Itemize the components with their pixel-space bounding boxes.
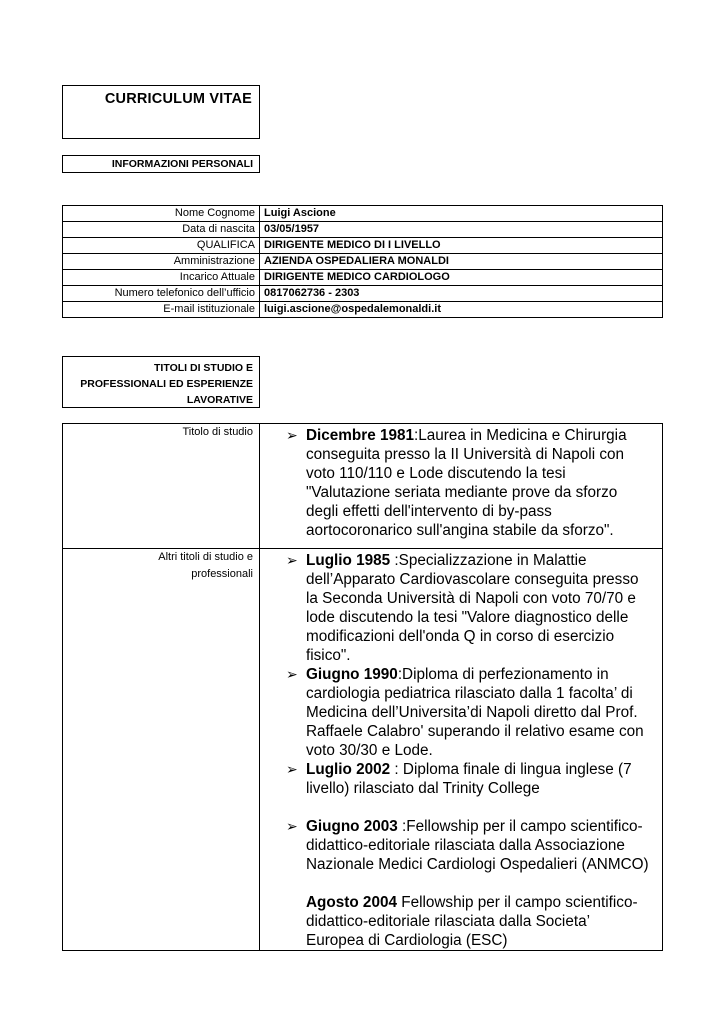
info-value: 0817062736 - 2303 bbox=[260, 286, 663, 302]
info-value: Luigi Ascione bbox=[260, 206, 663, 222]
study-entry bbox=[286, 760, 650, 798]
study-entry bbox=[286, 817, 650, 874]
spacer bbox=[286, 874, 650, 893]
personal-info-header-box bbox=[62, 155, 260, 173]
arrowhead-bullet-icon: ➢ bbox=[286, 818, 298, 834]
personal-info-table bbox=[62, 205, 663, 318]
study-entry bbox=[286, 551, 650, 665]
entry-date: Dicembre 1981 bbox=[306, 427, 414, 444]
entry-text: : Diploma finale di lingua inglese (7 livello) rilasciato dal Trinity College bbox=[306, 761, 632, 797]
info-label: Amministrazione bbox=[63, 254, 260, 270]
info-label: Data di nascita bbox=[63, 222, 260, 238]
info-value: AZIENDA OSPEDALIERA MONALDI bbox=[260, 254, 663, 270]
info-row-incarico bbox=[63, 270, 663, 286]
cv-title: CURRICULUM VITAE bbox=[104, 91, 252, 107]
study-entry-no-bullet bbox=[286, 893, 650, 950]
arrowhead-bullet-icon: ➢ bbox=[286, 427, 298, 443]
studies-table bbox=[62, 423, 663, 951]
info-value: DIRIGENTE MEDICO DI I LIVELLO bbox=[260, 238, 663, 254]
entry-text: :Diploma di perfezionamento in cardiologia pediatrica rilasciato dalla 1 facolta’ di Medicina dell’Universita’di Napoli diretto dal Prof. Raffaele Calabro' superando il relativo esame con voto 30/30 e Lode. bbox=[306, 666, 644, 759]
info-label: Nome Cognome bbox=[63, 206, 260, 222]
arrowhead-bullet-icon: ➢ bbox=[286, 666, 298, 682]
altri-label bbox=[63, 549, 260, 951]
info-label: Numero telefonico dell’ufficio bbox=[63, 286, 260, 302]
titolo-label: Titolo di studio bbox=[63, 424, 260, 549]
studies-row-altri bbox=[63, 549, 663, 951]
altri-label-line: professionali bbox=[191, 568, 253, 580]
info-row-phone bbox=[63, 286, 663, 302]
info-row-birthdate bbox=[63, 222, 663, 238]
studies-header-line: TITOLI DI STUDIO E bbox=[154, 362, 253, 374]
entry-text: Fellowship per il campo scientifico-didattico-editoriale rilasciata dalla Societa’ Europea di Cardiologia (ESC) bbox=[306, 894, 638, 949]
entry-date: Luglio 1985 bbox=[306, 552, 391, 569]
info-label: Incarico Attuale bbox=[63, 270, 260, 286]
altri-content bbox=[260, 549, 663, 951]
info-value: 03/05/1957 bbox=[260, 222, 663, 238]
info-row-amministrazione bbox=[63, 254, 663, 270]
studies-header-box bbox=[62, 356, 260, 408]
entry-date: Agosto 2004 bbox=[306, 894, 397, 911]
studies-row-titolo bbox=[63, 424, 663, 549]
altri-label-line: Altri titoli di studio e bbox=[158, 551, 253, 563]
study-entry bbox=[286, 665, 650, 760]
spacer bbox=[286, 798, 650, 817]
entry-date: Luglio 2002 bbox=[306, 761, 391, 778]
personal-info-header: INFORMAZIONI PERSONALI bbox=[111, 158, 253, 170]
studies-header bbox=[80, 360, 253, 408]
info-value: DIRIGENTE MEDICO CARDIOLOGO bbox=[260, 270, 663, 286]
entry-text: :Laurea in Medicina e Chirurgia conseguita presso la II Università di Napoli con voto 110/110 e Lode discutendo la tesi "Valutazione seriata mediante prove da sforzo degli effetti dell'intervento di by-pass aortocoronarico sull'angina stabile da sforzo". bbox=[306, 427, 627, 539]
info-label: QUALIFICA bbox=[63, 238, 260, 254]
entry-date: Giugno 1990 bbox=[306, 666, 398, 683]
info-row-qualifica bbox=[63, 238, 663, 254]
info-label: E-mail istituzionale bbox=[63, 302, 260, 318]
info-row-name bbox=[63, 206, 663, 222]
arrowhead-bullet-icon: ➢ bbox=[286, 761, 298, 777]
info-row-email bbox=[63, 302, 663, 318]
arrowhead-bullet-icon: ➢ bbox=[286, 552, 298, 568]
cv-title-box bbox=[62, 85, 260, 139]
titolo-content bbox=[260, 424, 663, 549]
entry-date: Giugno 2003 bbox=[306, 818, 398, 835]
studies-header-line: PROFESSIONALI ED ESPERIENZE bbox=[80, 378, 253, 390]
studies-header-line: LAVORATIVE bbox=[186, 394, 253, 406]
study-entry bbox=[286, 426, 650, 540]
entry-text: :Specializzazione in Malattie dell’Apparato Cardiovascolare conseguita presso la Seconda Università di Napoli con voto 70/70 e lode discutendo la tesi "Valore diagnostico delle modificazioni dell'onda Q in corso di esercizio fisico". bbox=[306, 552, 639, 664]
entry-text: :Fellowship per il campo scientifico-didattico-editoriale rilasciata dalla Associazione Nazionale Medici Cardiologi Ospedalieri (ANMCO) bbox=[306, 818, 649, 873]
email-value: luigi.ascione@ospedalemonaldi.it bbox=[260, 302, 663, 318]
